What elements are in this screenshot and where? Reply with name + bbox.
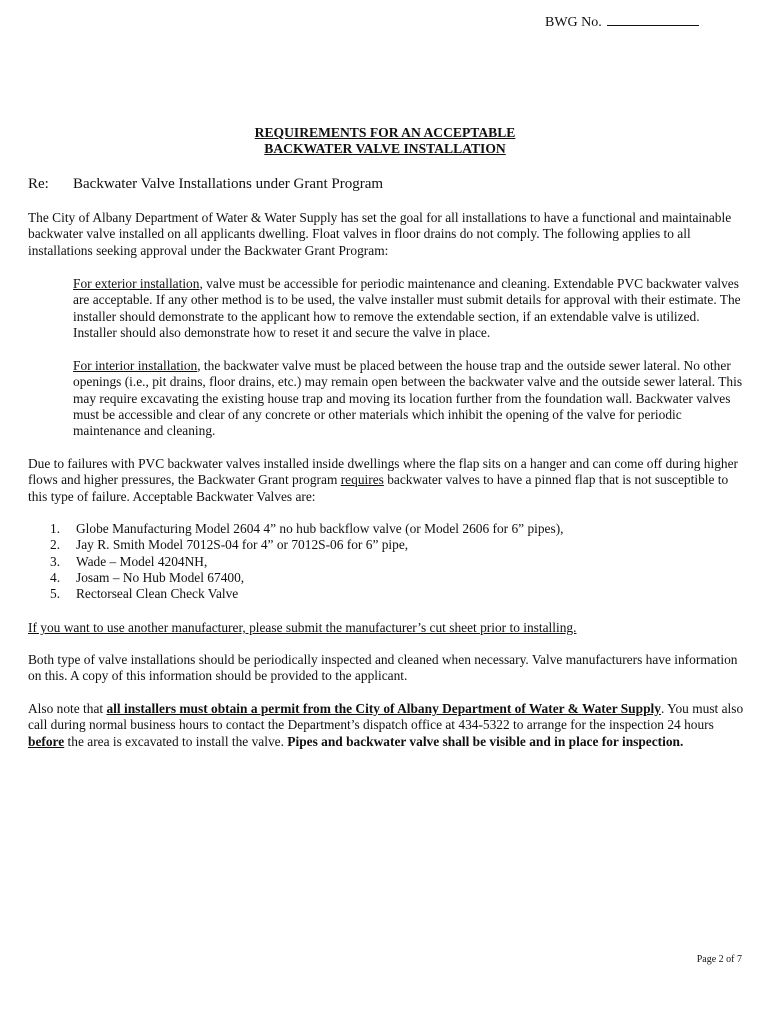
list-text: Josam – No Hub Model 67400, [76,569,245,585]
permit-paragraph [28,701,746,750]
list-number: 2. [50,537,61,553]
permit-text-1: Also note that [28,701,107,716]
exterior-paragraph [73,276,746,341]
bwg-label: BWG No. [545,15,602,30]
re-label: Re: [28,176,49,192]
list-number: 5. [50,586,61,602]
permit-text-3: the area is excavated to install the valve. [64,733,288,749]
permit-visibility-note: Pipes and backwater valve shall be visible and in place for inspection. [287,733,684,749]
acceptable-valves-list [50,521,564,602]
title-line-2: BACKWATER VALVE INSTALLATION [264,141,506,156]
interior-text: , the backwater valve must be placed between the house trap and the outside sewer lateral. No other openings (i.e., pit drains, floor drains, etc.) may remain open between the backwater valve and the outside sewer lateral. This may require excavating the existing house trap and moving its location further from the foundation wall. Backwater valves must be accessible and clear of any concrete or other materials which inhibit the opening of the valve for periodic maintenance and cleaning. [73,358,743,439]
inspection-paragraph: Both type of valve installations should be periodically inspected and cleaned when necessary. Valve manufacturers have information on this. A copy of this information should be provided to the applicant. [28,652,738,684]
failures-text-1: Due to failures with PVC backwater valves installed inside dwellings where the flap sits on a hanger and can come off during higher flows and higher pressures, the Backwater Grant program [28,456,739,488]
title-line-1: REQUIREMENTS FOR AN ACCEPTABLE [254,125,516,140]
page-number: Page 2 of 7 [696,954,742,965]
re-line [28,176,383,192]
list-text: Wade – Model 4204NH, [76,553,208,569]
re-subject: Backwater Valve Installations under Grant Program [73,176,384,192]
exterior-text: , valve must be accessible for periodic maintenance and cleaning. Extendable PVC backwater valves are acceptable. If any other method is to be used, the valve installer must submit details for approval with their estimate. The installer should demonstrate to the applicant how to remove the extendable section, if an extendable valve is utilized. Installer should also demonstrate how to reset it and secure the valve in place. [73,276,741,340]
list-item [50,537,564,553]
interior-heading: For interior installation [73,358,198,373]
bwg-blank-line [607,12,699,26]
permit-requirement: all installers must obtain a permit from the City of Albany Department of Water & Water Supply [106,701,661,716]
failures-paragraph [28,456,746,505]
list-item [50,554,564,570]
list-number: 4. [50,569,61,585]
before-word: before [28,733,65,749]
list-number: 3. [50,553,61,569]
list-item [50,586,564,602]
other-manufacturer-note: If you want to use another manufacturer, please submit the manufacturer’s cut sheet prior to installing. [28,620,577,635]
interior-paragraph [73,358,746,439]
intro-paragraph: The City of Albany Department of Water & Water Supply has set the goal for all installations to have a functional and maintainable backwater valve installed on all applicants dwelling. Float valves in floor drains do not comply. The following applies to all installations seeking approval under the Backwater Grant Program: [28,210,732,258]
list-text: Globe Manufacturing Model 2604 4” no hub backflow valve (or Model 2606 for 6” pipes), [76,521,564,536]
permit-text-2: . You must also call during normal business hours to contact the Department’s dispatch office at 434-5322 to arrange for the inspection 24 hours [28,701,744,733]
list-text: Rectorseal Clean Check Valve [76,586,239,602]
bwg-number-field [545,12,699,31]
list-text: Jay R. Smith Model 7012S-04 for 4” or 7012S-06 for 6” pipe, [76,537,409,553]
list-item [50,570,564,586]
list-number: 1. [50,521,61,536]
exterior-heading: For exterior installation [73,276,200,291]
failures-text-2: backwater valves to have a pinned flap that is not susceptible to this type of failure. Acceptable Backwater Valves are: [28,472,729,504]
list-item [50,521,564,537]
document-title [0,125,770,157]
requires-word: requires [340,472,384,488]
